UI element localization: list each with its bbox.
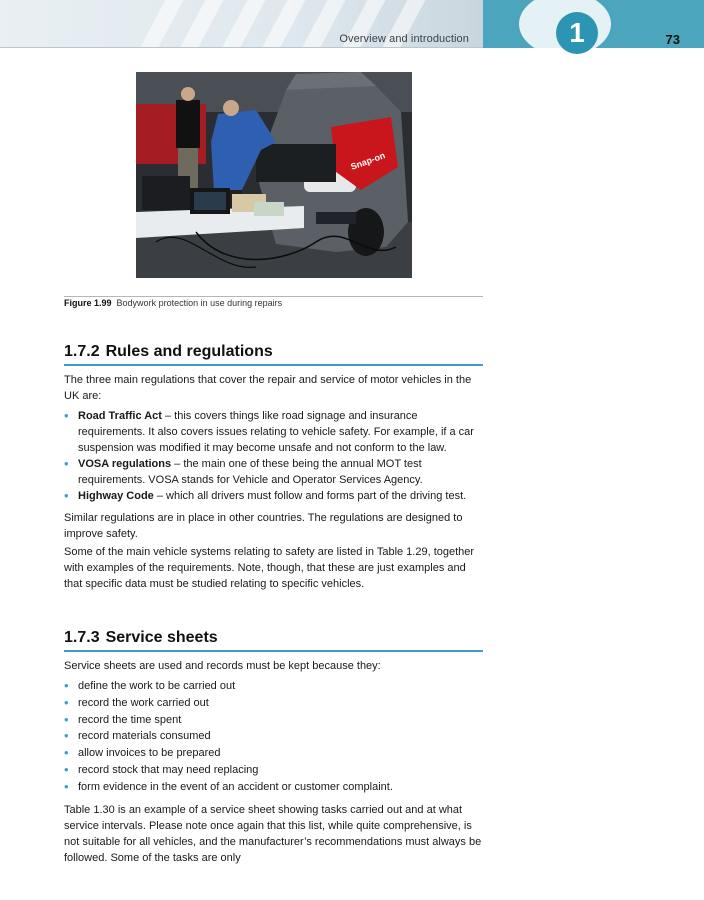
- section-heading-service-sheets: [64, 629, 483, 652]
- section-number: 1.7.3: [64, 629, 100, 646]
- section-heading-rules: [64, 343, 483, 366]
- figure-label: Figure 1.99: [64, 298, 112, 308]
- section-title: Rules and regulations: [105, 343, 273, 360]
- header-rule: [0, 47, 483, 48]
- figure-caption: [64, 298, 282, 308]
- tread-pattern: [131, 0, 186, 48]
- list-item: • record stock that may need replacing: [64, 762, 483, 779]
- list-item: • record materials consumed: [64, 728, 483, 745]
- man-black-shirt: [176, 100, 200, 148]
- figure-rule: [64, 296, 483, 297]
- service-reasons-list: [64, 678, 483, 796]
- rules-paragraph-2: Similar regulations are in place in other countries. The regulations are designed to improve safety.: [64, 512, 463, 540]
- service-intro: Service sheets are used and records must be kept because they:: [64, 660, 381, 672]
- tread-pattern: [213, 0, 268, 48]
- regulations-list: [64, 408, 483, 504]
- list-item-text: – the main one of these being the annual MOT test requirements. VOSA stands for Vehicle and Operator Services Agency.: [78, 458, 423, 486]
- list-item: • record the work carried out: [64, 695, 483, 712]
- list-item: [64, 408, 483, 456]
- rules-intro: The three main regulations that cover the repair and service of motor vehicles in the UK are:: [64, 374, 472, 402]
- list-item-term: Road Traffic Act: [78, 410, 162, 422]
- tread-pattern: [253, 0, 308, 48]
- list-item: [64, 456, 483, 488]
- list-item-term: Highway Code: [78, 490, 154, 502]
- figure-photo: [136, 72, 412, 278]
- list-item-text: – which all drivers must follow and forms part of the driving test.: [153, 490, 467, 502]
- list-item: [64, 488, 483, 504]
- header-band: [0, 0, 483, 48]
- tread-pattern: [171, 0, 226, 48]
- service-sheets-body: [64, 658, 483, 866]
- running-header-title: Overview and introduction: [339, 33, 469, 45]
- page-number: 73: [665, 32, 680, 47]
- rules-body: [64, 372, 483, 592]
- section-title: Service sheets: [105, 629, 218, 646]
- fender-cover-logo: Snap-on: [349, 150, 387, 172]
- list-item-text: – this covers things like road signage and insurance requirements. It also covers issues relating to vehicle safety. For example, if a car suspension was modified it may become unsafe and not conform to the law.: [78, 410, 474, 454]
- list-item: • allow invoices to be prepared: [64, 745, 483, 762]
- rules-paragraph-3: Some of the main vehicle systems relating to safety are listed in Table 1.29, together with examples of the requirements. Note, though, that these are just examples and that specific data must be studied relating to specific vehicles.: [64, 546, 475, 590]
- list-item: • record the time spent: [64, 712, 483, 729]
- list-item-term: VOSA regulations: [78, 458, 172, 470]
- list-item: • define the work to be carried out: [64, 678, 483, 695]
- chapter-number-badge: 1: [556, 12, 598, 54]
- figure-caption-text: Bodywork protection in use during repairs: [116, 298, 283, 308]
- service-paragraph: Table 1.30 is an example of a service sheet showing tasks carried out and at what service intervals. Please note once again that this list, while quite comprehensive, is not suitable for all vehicles, and the manufacturer’s recommendations must always be followed. Some of the tasks are only: [64, 803, 482, 864]
- list-item: • form evidence in the event of an accident or customer complaint.: [64, 779, 483, 796]
- section-number: 1.7.2: [64, 343, 100, 360]
